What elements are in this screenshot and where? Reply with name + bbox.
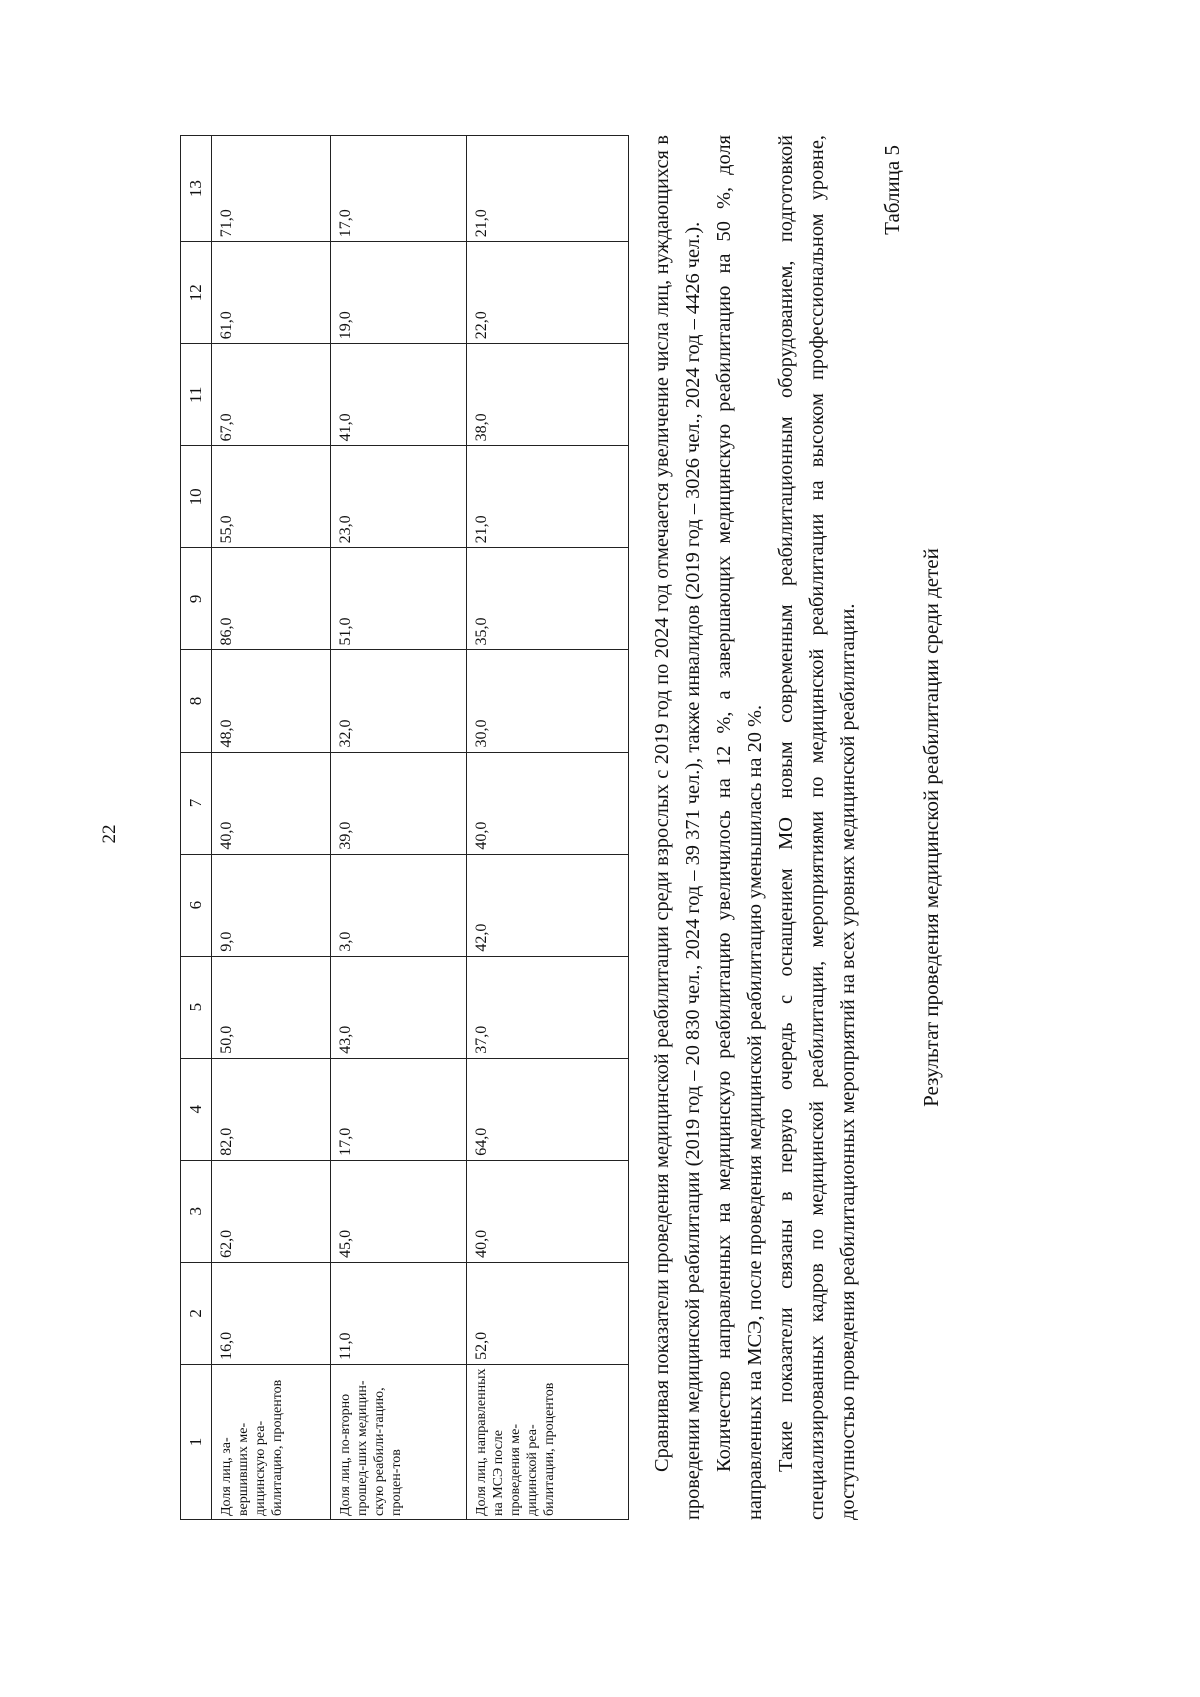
table-caption: Таблица 5 <box>880 145 904 235</box>
table-row <box>467 136 629 1520</box>
table-cell: 45,0 <box>331 1160 467 1262</box>
table-cell: 39,0 <box>331 752 467 854</box>
table-row <box>331 136 467 1520</box>
table-header-cell: 7 <box>181 752 212 854</box>
table-cell: 82,0 <box>212 1058 331 1160</box>
table-header-cell: 3 <box>181 1160 212 1262</box>
table-cell: 48,0 <box>212 650 331 752</box>
rotated-page-content <box>180 135 1060 1520</box>
table-cell: 19,0 <box>331 242 467 344</box>
table-header-cell: 4 <box>181 1058 212 1160</box>
rehab-indicators-table <box>180 135 629 1520</box>
table-cell: 40,0 <box>467 752 629 854</box>
table-cell: 40,0 <box>467 1160 629 1262</box>
table-cell: 21,0 <box>467 136 629 242</box>
table-cell: 30,0 <box>467 650 629 752</box>
table-cell: 22,0 <box>467 242 629 344</box>
table-cell: 41,0 <box>331 344 467 446</box>
row-label: Доля лиц, за-вершивших ме-дицинскую реа-билитацию, процентов <box>212 1364 331 1519</box>
table-cell: 43,0 <box>331 956 467 1058</box>
table-cell: 61,0 <box>212 242 331 344</box>
table-header-row <box>181 136 212 1520</box>
paragraph-adults-comparison: Сравнивая показатели проведения медицинской реабилитации среди взрослых с 2019 год по 2024 год отмечается увеличение числа лиц, нуждающихся в проведении медицинской реабилитации (2019 год – 20 830 чел., 2024 год – 39 371 чел.), также инвалидов (2019 год – 3026 чел., 2024 год – 4426 чел.). <box>651 135 704 1520</box>
table-cell: 40,0 <box>212 752 331 854</box>
table-cell: 42,0 <box>467 854 629 956</box>
table-cell: 71,0 <box>212 136 331 242</box>
table-header-cell: 5 <box>181 956 212 1058</box>
page-number: 22 <box>99 824 120 844</box>
table-cell: 51,0 <box>331 548 467 650</box>
table-cell: 16,0 <box>212 1262 331 1364</box>
table-cell: 32,0 <box>331 650 467 752</box>
table-cell: 17,0 <box>331 136 467 242</box>
table-cell: 3,0 <box>331 854 467 956</box>
table-header-cell: 11 <box>181 344 212 446</box>
table-cell: 38,0 <box>467 344 629 446</box>
table-cell: 37,0 <box>467 956 629 1058</box>
table-row <box>212 136 331 1520</box>
paragraph-referrals-change: Количество направленных на медицинскую реабилитацию увеличилось на 12 %, а завершающих медицинскую реабилитацию на 50 %, доля направленных на МСЭ, после проведения медицинской реабилитацию уменьшилась на 20 %. <box>713 135 766 1520</box>
table-header-cell: 9 <box>181 548 212 650</box>
section-title: Результат проведения медицинской реабилитации среди детей <box>919 548 943 1107</box>
table-cell: 9,0 <box>212 854 331 956</box>
table-cell: 23,0 <box>331 446 467 548</box>
table-header-cell: 10 <box>181 446 212 548</box>
paragraph-reasons: Такие показатели связаны в первую очередь с оснащением МО новым современным реабилитационным оборудованием, подготовкой специализированных кадров по медицинской реабилитации, мероприятиями по медицинской реабилитации на высоком профессиональном уровне, доступностью проведения реабилитационных мероприятий на всех уровнях медицинской реабилитации. <box>775 135 859 1520</box>
table-header-cell: 2 <box>181 1262 212 1364</box>
table-cell: 50,0 <box>212 956 331 1058</box>
table-cell: 52,0 <box>467 1262 629 1364</box>
table-cell: 62,0 <box>212 1160 331 1262</box>
body-text <box>647 135 864 1520</box>
table-cell: 64,0 <box>467 1058 629 1160</box>
table-cell: 35,0 <box>467 548 629 650</box>
table-cell: 86,0 <box>212 548 331 650</box>
table-cell: 17,0 <box>331 1058 467 1160</box>
table-header-cell: 6 <box>181 854 212 956</box>
table-cell: 67,0 <box>212 344 331 446</box>
table-cell: 21,0 <box>467 446 629 548</box>
table-cell: 11,0 <box>331 1262 467 1364</box>
row-label: Доля лиц, направленных на МСЭ после проведения ме-дицинской реа-билитации, процентов <box>467 1364 629 1519</box>
table-cell: 55,0 <box>212 446 331 548</box>
table-header-cell: 1 <box>181 1364 212 1519</box>
table-header-cell: 8 <box>181 650 212 752</box>
table-header-cell: 12 <box>181 242 212 344</box>
table-header-cell: 13 <box>181 136 212 242</box>
row-label: Доля лиц, по-вторно прошед-ших медицин-скую реабили-тацию, процен-тов <box>331 1364 467 1519</box>
